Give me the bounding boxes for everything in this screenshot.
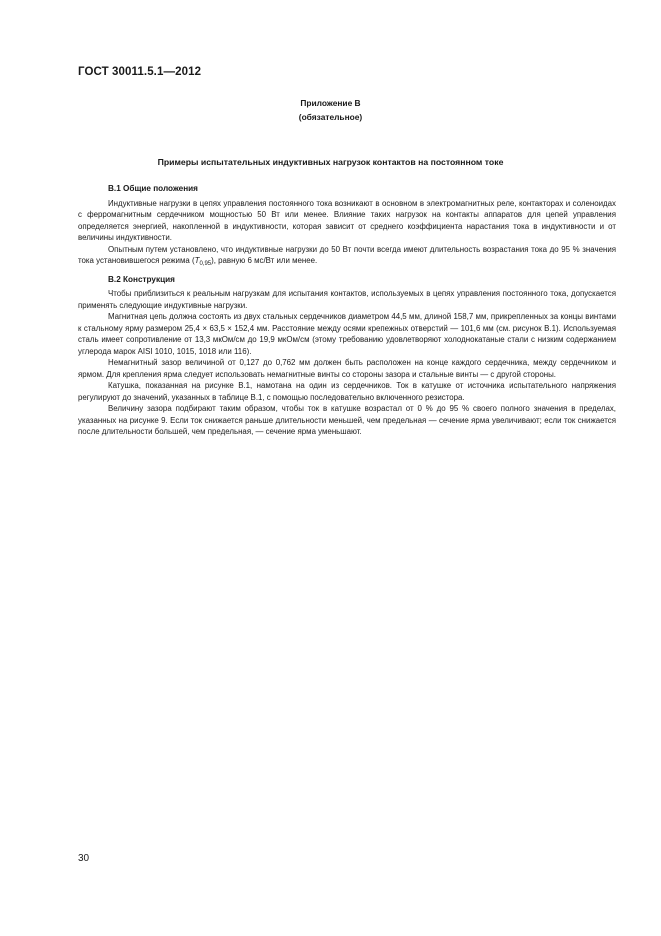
paragraph: Катушка, показанная на рисунке В.1, намотана на один из сердечников. Ток в катушке от источника испытательного напряжения регулируют до значений, указанных в таблице В.1, с помощью последовательно включенного резистора. bbox=[78, 381, 616, 402]
paragraph-text: Опытным путем установлено, что индуктивные нагрузки до 50 Вт почти всегда имеют длительность возрастания тока до 95 % значения тока установившегося режима ( bbox=[78, 244, 616, 265]
section-heading-general: В.1 Общие положения bbox=[108, 184, 198, 193]
paragraph: Магнитная цепь должна состоять из двух стальных сердечников диаметром 44,5 мм, длиной 158,7 мм, прикрепленных за концы винтами к стальному ярму размером 25,4 × 63,5 × 152,4 мм. Расстояние между осями крепежных отверстий — 101,6 мм (см. рисунок В.1). Используемая сталь имеет сопротивление от 13,3 мкОм/см до 19,9 мкОм/см (этому требованию удовлетворяют холоднокатаные стали с низким содержанием углерода марок AISI 1010, 1015, 1018 или 116). bbox=[78, 312, 616, 356]
main-title: Примеры испытательных индуктивных нагрузок контактов на постоянном токе bbox=[157, 157, 504, 167]
section-heading-construction: В.2 Конструкция bbox=[108, 274, 175, 284]
paragraph: Немагнитный зазор величиной от 0,127 до 0,762 мм должен быть расположен на конце каждого сердечника, между сердечником и ярмом. Для крепления ярма следует использовать немагнитные винты со стороны зазора и стальные винты — с другой стороны. bbox=[78, 358, 616, 379]
paragraph-text: ), равную 6 мс/Вт или менее. bbox=[211, 256, 318, 265]
time-subscript: 0,95 bbox=[199, 261, 212, 267]
document-body bbox=[78, 183, 616, 438]
standard-header: ГОСТ 30011.5.1—2012 bbox=[78, 66, 202, 78]
appendix-title: Приложение В bbox=[300, 98, 361, 108]
paragraph: Чтобы приблизиться к реальным нагрузкам для испытания контактов, используемых в цепях управления постоянного тока, допускается применять следующие индуктивные нагрузки. bbox=[78, 289, 616, 310]
page-number: 30 bbox=[78, 853, 90, 864]
paragraph: Величину зазора подбирают таким образом, чтобы ток в катушке возрастал от 0 % до 95 % своего полного значения в пределах, указанных на рисунке 9. Если ток снижается раньше длительности меньшей, чем предельная — сечение ярма увеличивают; если ток снижается после длительности большей, чем предельная, — сечение ярма уменьшают. bbox=[78, 404, 616, 436]
paragraph-time-constant bbox=[78, 244, 616, 271]
paragraph: Индуктивные нагрузки в цепях управления постоянного тока возникают в основном в электромагнитных реле, контакторах и соленоидах с ферромагнитным сердечником мощностью 50 Вт или менее. Влияние таких нагрузок на контакты аппаратов для цепей управления определяется энергией, накопленной в индуктивности, которая зависит от среднего коэффициента нарастания тока в индуктивности и от величины индуктивности. bbox=[78, 198, 616, 242]
appendix-block bbox=[0, 96, 661, 124]
appendix-status: (обязательное) bbox=[298, 112, 363, 122]
time-symbol: T bbox=[194, 256, 200, 265]
